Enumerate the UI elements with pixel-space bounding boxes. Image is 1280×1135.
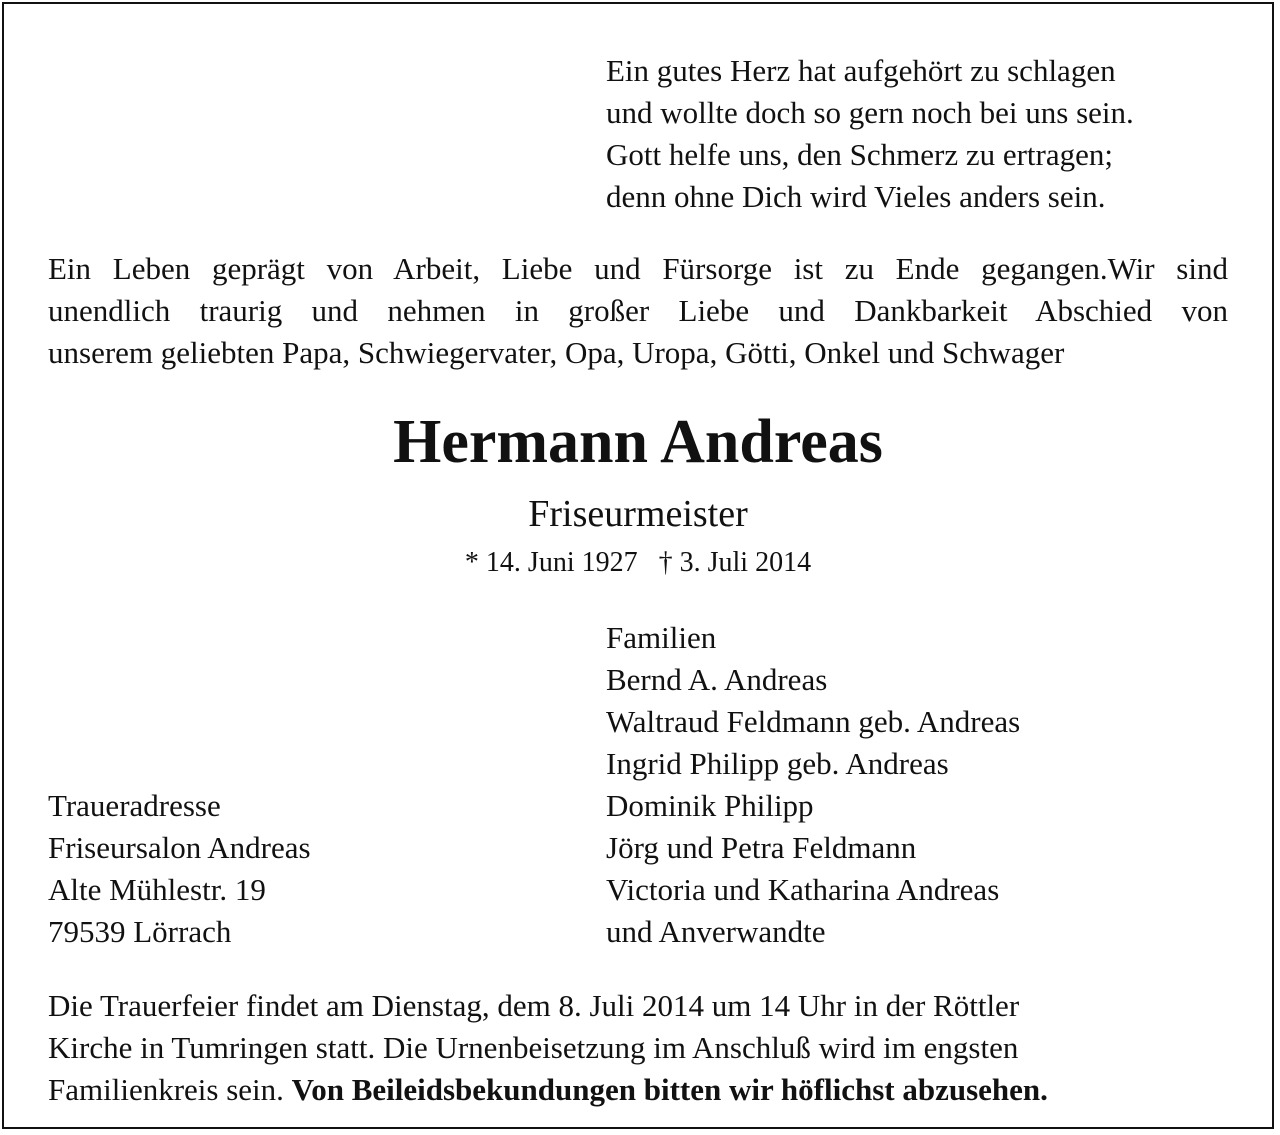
poem-line: Ein gutes Herz hat aufgehört zu schlagen	[606, 53, 1116, 88]
ceremony-text: Familienkreis sein.	[48, 1072, 284, 1107]
poem-verse	[606, 50, 1134, 218]
family-line: Waltraud Feldmann geb. Andreas	[606, 704, 1021, 739]
family-line: Dominik Philipp	[606, 788, 814, 823]
ceremony-paragraph	[48, 985, 1228, 1111]
family-line: Jörg und Petra Feldmann	[606, 830, 917, 865]
deceased-name: Hermann Andreas	[393, 408, 883, 476]
intro-line: Ein Leben geprägt von Arbeit, Liebe und Fürsorge ist zu Ende gegangen.Wir sind	[48, 251, 1228, 286]
family-line: Bernd A. Andreas	[606, 662, 828, 697]
death-date: † 3. Juli 2014	[658, 547, 812, 578]
poem-line: Gott helfe uns, den Schmerz zu ertragen;	[606, 137, 1114, 172]
address-line: Friseursalon Andreas	[48, 830, 311, 865]
intro-line: unendlich traurig und nehmen in großer Liebe und Dankbarkeit Abschied von	[48, 293, 1228, 328]
family-line: Familien	[606, 620, 717, 655]
ceremony-line: Kirche in Tumringen statt. Die Urnenbeisetzung im Anschluß wird im engsten	[48, 1030, 1019, 1065]
address-line: Traueradresse	[48, 788, 221, 823]
address-line: Alte Mühlestr. 19	[48, 872, 266, 907]
poem-line: und wollte doch so gern noch bei uns sein.	[606, 95, 1134, 130]
deceased-profession: Friseurmeister	[528, 493, 748, 535]
family-line: und Anverwandte	[606, 914, 826, 949]
poem-line: denn ohne Dich wird Vieles anders sein.	[606, 179, 1106, 214]
condolence-request: Von Beileidsbekundungen bitten wir höflichst abzusehen.	[291, 1072, 1048, 1107]
mourning-address	[48, 785, 311, 953]
ceremony-line: Die Trauerfeier findet am Dienstag, dem 8. Juli 2014 um 14 Uhr in der Röttler	[48, 988, 1020, 1023]
birth-date: * 14. Juni 1927	[464, 547, 638, 578]
life-dates	[0, 545, 1276, 581]
intro-line: unserem geliebten Papa, Schwiegervater, Opa, Uropa, Götti, Onkel und Schwager	[48, 335, 1065, 370]
family-line: Victoria und Katharina Andreas	[606, 872, 1000, 907]
mourning-families	[606, 617, 1020, 953]
intro-paragraph	[48, 248, 1228, 374]
ceremony-line	[48, 1069, 1228, 1111]
address-line: 79539 Lörrach	[48, 914, 232, 949]
family-line: Ingrid Philipp geb. Andreas	[606, 746, 949, 781]
